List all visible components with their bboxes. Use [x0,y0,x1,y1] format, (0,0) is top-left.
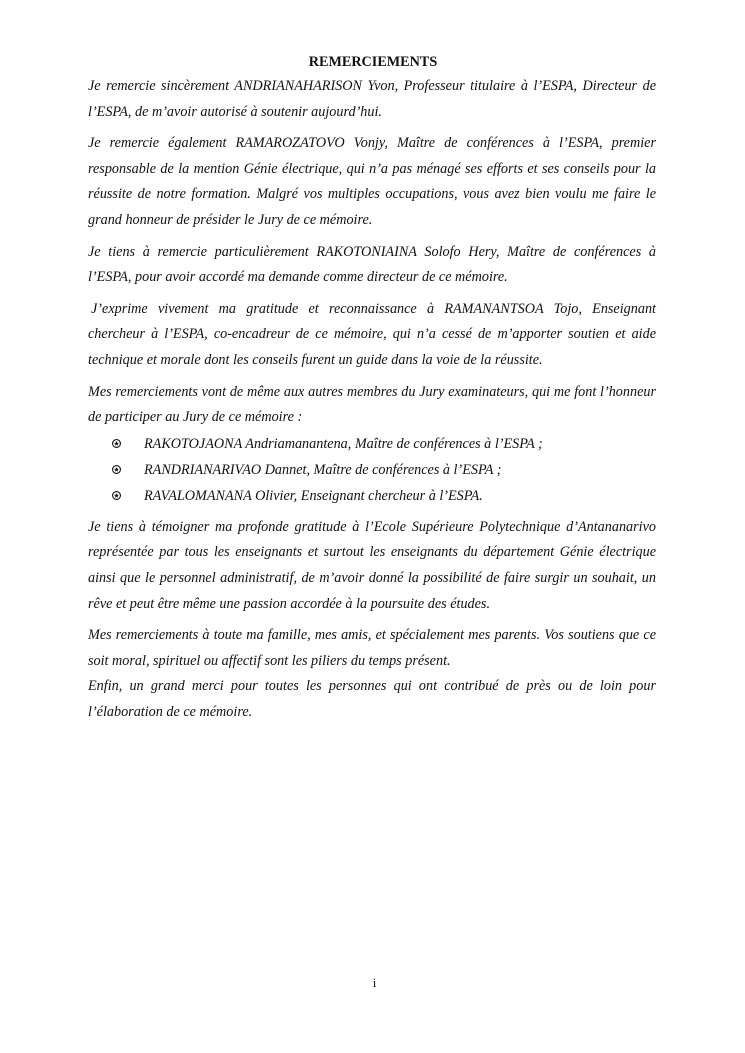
list-item [88,431,656,457]
paragraph-director: Je remercie sincèrement ANDRIANAHARISON Yvon, Professeur titulaire à l’ESPA, Directeur de l’ESPA, de m’avoir autorisé à soutenir aujourd’hui. [88,78,656,120]
jury-member-name: RANDRIANARIVAO Dannet, Maître de conférences à l’ESPA ; [144,461,502,478]
jury-members-list [88,431,656,509]
list-item [88,457,656,483]
document-page [88,52,656,731]
paragraph-family: Mes remerciements à toute ma famille, mes amis, et spécialement mes parents. Vos soutiens que ce soit moral, spirituel ou affectif sont les piliers du temps présent. [88,627,656,669]
paragraph-thesis-director: Je tiens à remercie particulièrement RAKOTONIAINA Solofo Hery, Maître de conférences à l’ESPA, pour avoir accordé ma demande comme directeur de ce mémoire. [88,243,656,286]
page-title: REMERCIEMENTS [308,54,438,70]
jury-member-name: RAKOTOJAONA Andriamanantena, Maître de conférences à l’ESPA ; [144,435,543,452]
paragraph-jury-members-intro: Mes remerciements vont de même aux autres membres du Jury examinateurs, qui me font l’honneur de participer au Jury de ce mémoire : [88,383,656,426]
page-number: i [372,975,377,990]
paragraph-jury-president: Je remercie également RAMAROZATOVO Vonjy, Maître de conférences à l’ESPA, premier responsable de la mention Génie électrique, qui n’a pas ménagé ses efforts et ses conseils pour la réussite de notre formation. Malgré vos multiples occupations, vous avez bien voulu me faire le grand honneur de présider le Jury de ce mémoire. [88,135,656,228]
jury-member-name: RAVALOMANANA Olivier, Enseignant chercheur à l’ESPA. [144,487,483,504]
list-item [88,483,656,509]
circled-star-icon [112,439,121,448]
paragraph-school-gratitude: Je tiens à témoigner ma profonde gratitude à l’Ecole Supérieure Polytechnique d’Antananarivo représentée par tous les enseignants et surtout les enseignants du département Génie électrique ainsi que le personnel administratif, de m’avoir donné la possibilité de faire surgir un souhait, un rêve et peut être même une passion accordée à la poursuite des études. [88,518,656,612]
paragraph-final-thanks: Enfin, un grand merci pour toutes les personnes qui ont contribué de près ou de loin pour l’élaboration de ce mémoire. [88,678,656,720]
circled-star-icon [112,491,121,500]
paragraph-co-supervisor: J’exprime vivement ma gratitude et reconnaissance à RAMANANTSOA Tojo, Enseignant chercheur à l’ESPA, co-encadreur de ce mémoire, qui n’a cessé de m’apporter soutien et aide technique et morale dont les conseils furent un guide dans la voie de la réussite. [88,300,656,368]
circled-star-icon [112,465,121,474]
